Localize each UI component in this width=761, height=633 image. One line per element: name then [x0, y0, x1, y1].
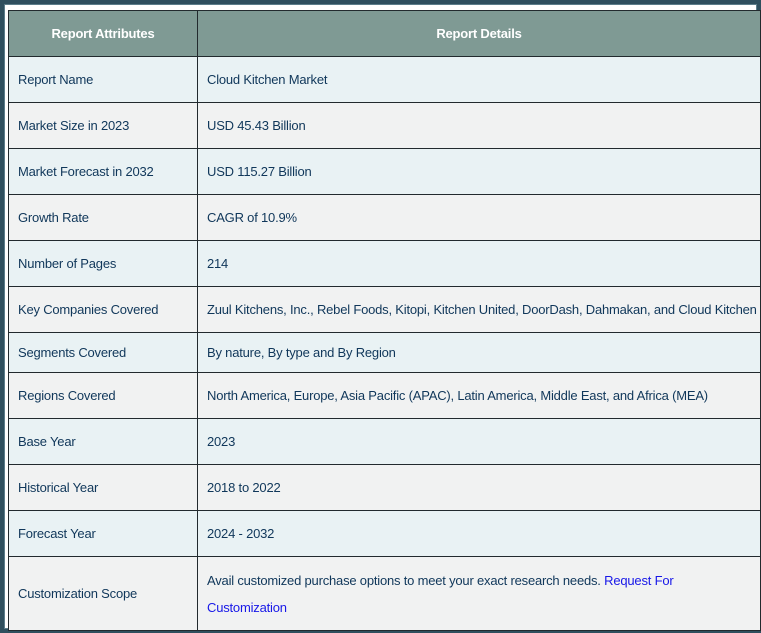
attribute-cell: Segments Covered: [9, 333, 198, 373]
attribute-cell: Market Size in 2023: [9, 103, 198, 149]
detail-cell: USD 115.27 Billion: [198, 149, 761, 195]
attribute-cell: Forecast Year: [9, 511, 198, 557]
table-row: [9, 149, 761, 195]
attribute-cell: Number of Pages: [9, 241, 198, 287]
table-row: [9, 419, 761, 465]
attribute-cell: Customization Scope: [9, 557, 198, 631]
detail-cell: [198, 557, 761, 631]
attribute-cell: Base Year: [9, 419, 198, 465]
detail-cell: Zuul Kitchens, Inc., Rebel Foods, Kitopi, Kitchen United, DoorDash, Dahmakan, and Cloud Kitchen: [198, 287, 761, 333]
detail-cell: CAGR of 10.9%: [198, 195, 761, 241]
table-row: [9, 511, 761, 557]
attribute-cell: Growth Rate: [9, 195, 198, 241]
detail-cell: 214: [198, 241, 761, 287]
detail-cell: Cloud Kitchen Market: [198, 57, 761, 103]
table-row: [9, 241, 761, 287]
table-row: [9, 287, 761, 333]
attribute-cell: Regions Covered: [9, 373, 198, 419]
table-row: [9, 373, 761, 419]
table-row: [9, 103, 761, 149]
report-attributes-table: [8, 10, 761, 631]
attribute-cell: Key Companies Covered: [9, 287, 198, 333]
attribute-cell: Market Forecast in 2032: [9, 149, 198, 195]
attribute-cell: Report Name: [9, 57, 198, 103]
table-row: [9, 557, 761, 631]
detail-cell: By nature, By type and By Region: [198, 333, 761, 373]
attribute-cell: Historical Year: [9, 465, 198, 511]
request-customization-link[interactable]: Request For Customization: [207, 572, 674, 615]
table-row: [9, 195, 761, 241]
table-row: [9, 57, 761, 103]
table-header-row: [9, 11, 761, 57]
customization-text: Avail customized purchase options to meet your exact research needs.: [207, 572, 601, 588]
detail-cell: North America, Europe, Asia Pacific (APAC), Latin America, Middle East, and Africa (MEA): [198, 373, 761, 419]
detail-cell: 2023: [198, 419, 761, 465]
header-report-attributes: Report Attributes: [9, 11, 198, 57]
detail-cell: 2024 - 2032: [198, 511, 761, 557]
table-row: [9, 465, 761, 511]
table-row: [9, 333, 761, 373]
detail-cell: 2018 to 2022: [198, 465, 761, 511]
detail-cell: USD 45.43 Billion: [198, 103, 761, 149]
header-report-details: Report Details: [198, 11, 761, 57]
